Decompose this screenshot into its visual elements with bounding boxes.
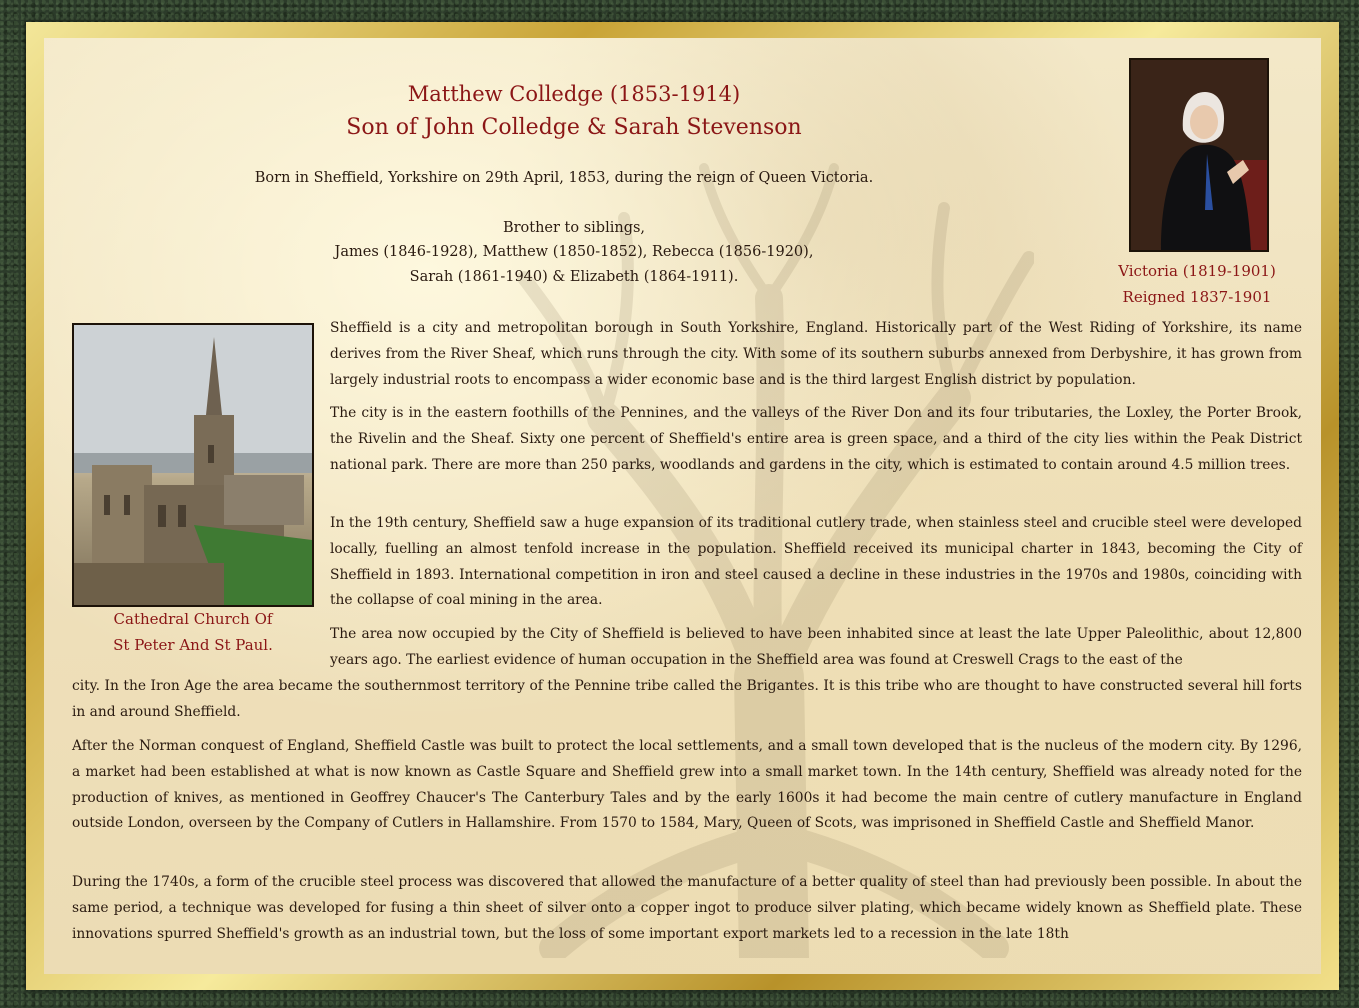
siblings-line-2: Sarah (1861-1940) & Elizabeth (1864-1911). [409,269,739,285]
victoria-caption-line-2: Reigned 1837-1901 [1122,288,1272,306]
paragraph-sheffield-overview: Sheffield is a city and metropolitan borough in South Yorkshire, England. Historically part of the West Riding of Yorkshire, its name derives from the River Sheaf, which runs through the city. With some of its southern suburbs annexed from Derbyshire, it has grown from largely industrial roots to encompass a wider economic base and is the third largest English district by population. [330,320,1302,388]
cathedral-photo [72,323,314,607]
gold-frame [26,22,1339,990]
cathedral-caption-line-2: St Peter And St Paul. [113,636,273,654]
parchment-page [44,38,1321,974]
page-title: Matthew Colledge (1853-1914) [407,82,741,106]
birth-statement: Born in Sheffield, Yorkshire on 29th April, 1853, during the reign of Queen Victoria. [254,170,874,186]
page-subtitle: Son of John Colledge & Sarah Stevenson [346,115,802,140]
paragraph-18th-century: During the 1740s, a form of the crucible steel process was discovered that allowed the manufacture of a better quality of steel than had previously been possible. In about the same period, a technique was developed for fusing a thin sheet of silver onto a copper ingot to produce silver plating, which became widely known as Sheffield plate. These innovations spurred Sheffield's growth as an industrial town, but the loss of some important export markets led to a recession in the late 18th [72,874,1302,942]
siblings-intro: Brother to siblings, [502,220,646,236]
victoria-caption [1104,258,1290,310]
cathedral-caption [72,606,314,658]
paragraph-early-history: The area now occupied by the City of Sheffield is believed to have been inhabited since at least the late Upper Paleolithic, about 12,800 years ago. The earliest evidence of human occupation in the Sheffield area was found at Creswell Crags to the east of the [330,626,1302,668]
paragraph-19th-century: In the 19th century, Sheffield saw a huge expansion of its traditional cutlery trade, when stainless steel and crucible steel were developed locally, fuelling an almost tenfold increase in the population. Sheffield received its municipal charter in 1843, becoming the City of Sheffield in 1893. International competition in iron and steel caused a decline in these industries in the 1970s and 1980s, coinciding with the collapse of coal mining in the area. [330,515,1302,609]
paragraph-geography: The city is in the eastern foothills of the Pennines, and the valleys of the River Don and its four tributaries, the Loxley, the Porter Brook, the Rivelin and the Sheaf. Sixty one percent of Sheffield's entire area is green space, and a third of the city lies within the Peak District national park. There are more than 250 parks, woodlands and gardens in the city, which is estimated to contain around 4.5 million trees. [330,405,1302,473]
victoria-caption-line-1: Victoria (1819-1901) [1118,262,1276,280]
paragraph-norman-conquest: After the Norman conquest of England, Sheffield Castle was built to protect the local settlements, and a small town developed that is the nucleus of the modern city. By 1296, a market had been established at what is now known as Castle Square and Sheffield grew into a small market town. In the 14th century, Sheffield was already noted for the production of knives, as mentioned in Geoffrey Chaucer's The Canterbury Tales and by the early 1600s it had become the main centre of cutlery manufacture in England outside London, overseen by the Company of Cutlers in Hallamshire. From 1570 to 1584, Mary, Queen of Scots, was imprisoned in Sheffield Castle and Sheffield Manor. [72,738,1302,832]
paragraph-early-history-continued: city. In the Iron Age the area became the southernmost territory of the Pennine tribe called the Brigantes. It is this tribe who are thought to have constructed several hill forts in and around Sheffield. [72,678,1302,720]
siblings-line-1: James (1846-1928), Matthew (1850-1852), Rebecca (1856-1920), [334,244,814,260]
queen-victoria-portrait [1129,58,1269,252]
cathedral-caption-line-1: Cathedral Church Of [113,610,273,628]
